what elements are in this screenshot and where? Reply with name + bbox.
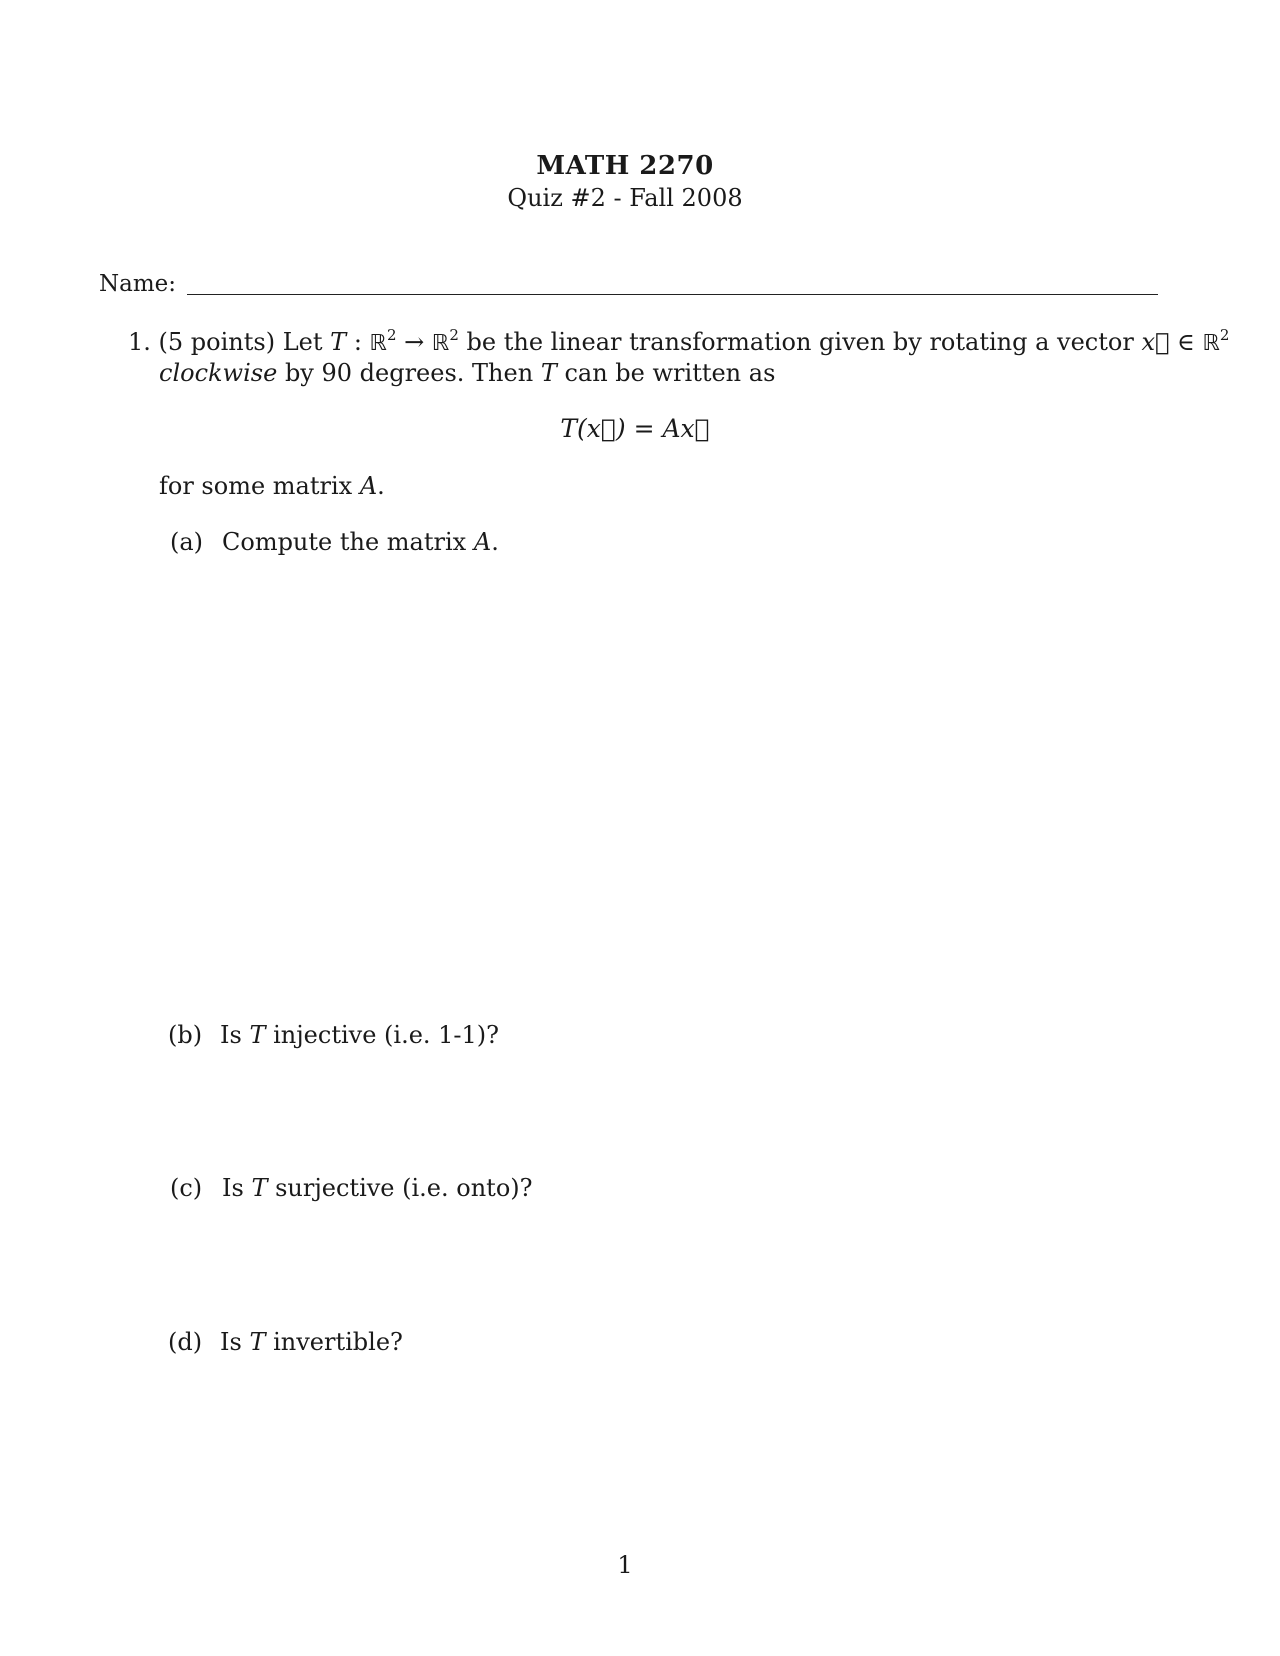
part-c: (c) Is T surjective (i.e. onto)? <box>170 1174 533 1202</box>
course-title: MATH 2270 <box>536 151 714 181</box>
part-label: (b) <box>168 1021 203 1049</box>
question-points: (5 points) <box>158 328 276 356</box>
part-label: (c) <box>170 1174 203 1202</box>
part-b: (b) Is T injective (i.e. 1-1)? <box>168 1021 500 1049</box>
part-a: (a) Compute the matrix A. <box>170 528 499 556</box>
part-d: (d) Is T invertible? <box>168 1328 403 1356</box>
quiz-subtitle: Quiz #2 - Fall 2008 <box>507 184 743 212</box>
part-label: (d) <box>168 1328 203 1356</box>
display-equation: T(x⃗) = Ax⃗ <box>560 414 710 443</box>
question-number: 1. <box>128 328 151 356</box>
question-1-line-3: for some matrix A. <box>159 472 385 500</box>
name-label: Name: <box>99 271 177 297</box>
question-1-line-2: clockwise by 90 degrees. Then T can be written as <box>159 359 776 387</box>
page-number: 1 <box>617 1551 633 1579</box>
part-label: (a) <box>170 528 204 556</box>
name-answer-line[interactable] <box>187 294 1158 295</box>
question-1-line-1: 1. (5 points) Let T : ℝ$^2$ → ℝ$^2$ be the linear transformation given by rotating a vector x⃗ ∈ ℝ$^2$ <box>128 326 1230 356</box>
